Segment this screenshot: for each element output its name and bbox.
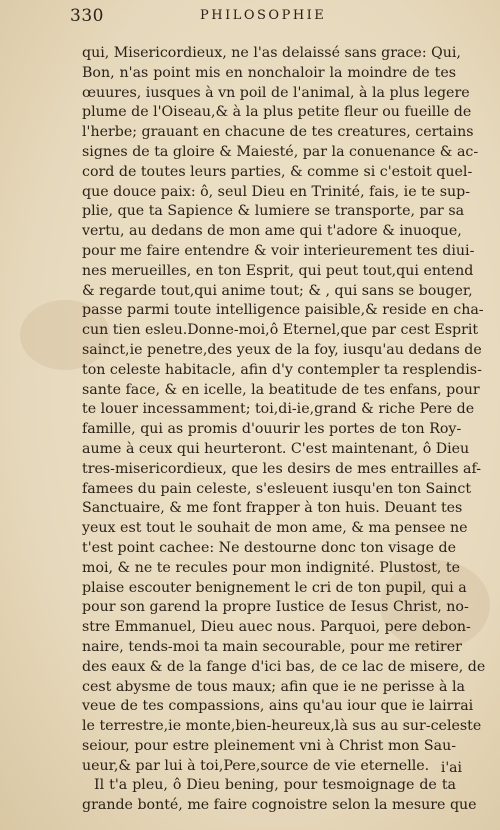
text-line: ueur,& par lui à toi,Pere,source de vie eternelle. (82, 757, 430, 774)
text-line: plaise escouter benignement le cri de ton pupil, qui a (82, 579, 467, 596)
text-line: & regarde tout,qui anime tout; & , qui sans se bouger, (82, 282, 473, 299)
text-line: cord de toutes leurs parties, & comme si c'estoit quel- (82, 163, 473, 180)
text-line: Sanctuaire, & me font frapper à ton huis. Deuant tes (82, 500, 463, 517)
text-line: le terrestre,ie monte,bien-heureux,là sus au sur-celeste (82, 718, 482, 735)
text-line: qui, Misericordieux, ne l'as delaissé sans grace: Qui, (82, 45, 461, 61)
text-line: moi, & ne te recules pour mon indignité. Plustost, te (82, 559, 461, 576)
text-line: Bon, n'as point mis en nonchaloir la moindre de tes (82, 64, 456, 81)
text-line: sante face, & en icelle, la beatitude de tes enfans, pour (82, 381, 480, 398)
text-line: famille, qui as promis d'ouurir les portes de ton Roy- (82, 421, 462, 438)
text-line: plie, que ta Sapience & lumiere se transporte, par sa (82, 203, 465, 220)
text-line: cun tien esleu.Donne-moi,ô Eternel,que par cest Esprit (82, 322, 479, 339)
text-line: nes merueilles, en ton Esprit, qui peut tout,qui entend (82, 262, 474, 279)
text-line: que douce paix: ô, seul Dieu en Trinité, fais, ie te sup- (82, 183, 470, 200)
body-text (82, 44, 486, 816)
text-line: cest abysme de tous maux; afin que ie ne perisse à la (82, 678, 465, 695)
text-line: te louer incessamment; toi,di-ie,grand & riche Pere de (82, 401, 475, 418)
text-line: passe parmi toute intelligence paisible,& reside en cha- (82, 302, 484, 319)
text-line: sainct,ie penetre,des yeux de la foy, iusqu'au dedans de (82, 341, 482, 358)
text-line: plume de l'Oiseau,& à la plus petite fleur ou fueille de (82, 104, 472, 121)
page-number: 330 (70, 6, 104, 26)
text-line: t'est point cachee: Ne destourne donc ton visage de (82, 539, 456, 556)
running-head: PHILOSOPHIE (200, 8, 327, 23)
text-line: aume à ceux qui heurteront. C'est maintenant, ô Dieu (82, 440, 470, 457)
text-line: yeux est tout le souhait de mon ame, & ma pensee ne (82, 520, 468, 537)
text-line: famees du pain celeste, s'esleuent iusqu'en ton Sainct (82, 480, 472, 497)
text-line: naire, tends-moi ta main secourable, pour me retirer (82, 638, 462, 655)
catchword: i'ai (440, 760, 462, 776)
page-header (70, 4, 470, 34)
text-line: pour son garend la propre Iustice de Iesus Christ, no- (82, 599, 469, 616)
text-line: Il t'a pleu, ô Dieu bening, pour tesmoignage de ta (94, 777, 456, 794)
text-line: l'herbe; grauant en chacune de tes creatures, certains (82, 124, 474, 141)
text-line: œuures, iusques à vn poil de l'animal, à la plus legere (82, 84, 470, 101)
text-line: ton celeste habitacle, afin d'y contempler ta resplendis- (82, 361, 482, 378)
text-line: tres-misericordieux, que les desirs de mes entrailles af- (82, 460, 482, 477)
text-line: grande bonté, me faire cognoistre selon la mesure que (82, 797, 477, 814)
text-line: des eaux & de la fange d'ici bas, de ce lac de misere, de (82, 658, 486, 675)
text-line: seiour, pour estre pleinement vni à Christ mon Sau- (82, 737, 456, 754)
text-line: pour me faire entendre & voir interieurement tes diui- (82, 242, 475, 259)
text-line: signes de ta gloire & Maiesté, par la conuenance & ac- (82, 143, 479, 160)
text-line: stre Emmanuel, Dieu auec nous. Parquoi, pere debon- (82, 619, 471, 636)
text-line: vertu, au dedans de mon ame qui t'adore & inuoque, (82, 223, 462, 240)
text-line: veue de tes compassions, ains qu'au iour que ie lairrai (82, 698, 474, 715)
